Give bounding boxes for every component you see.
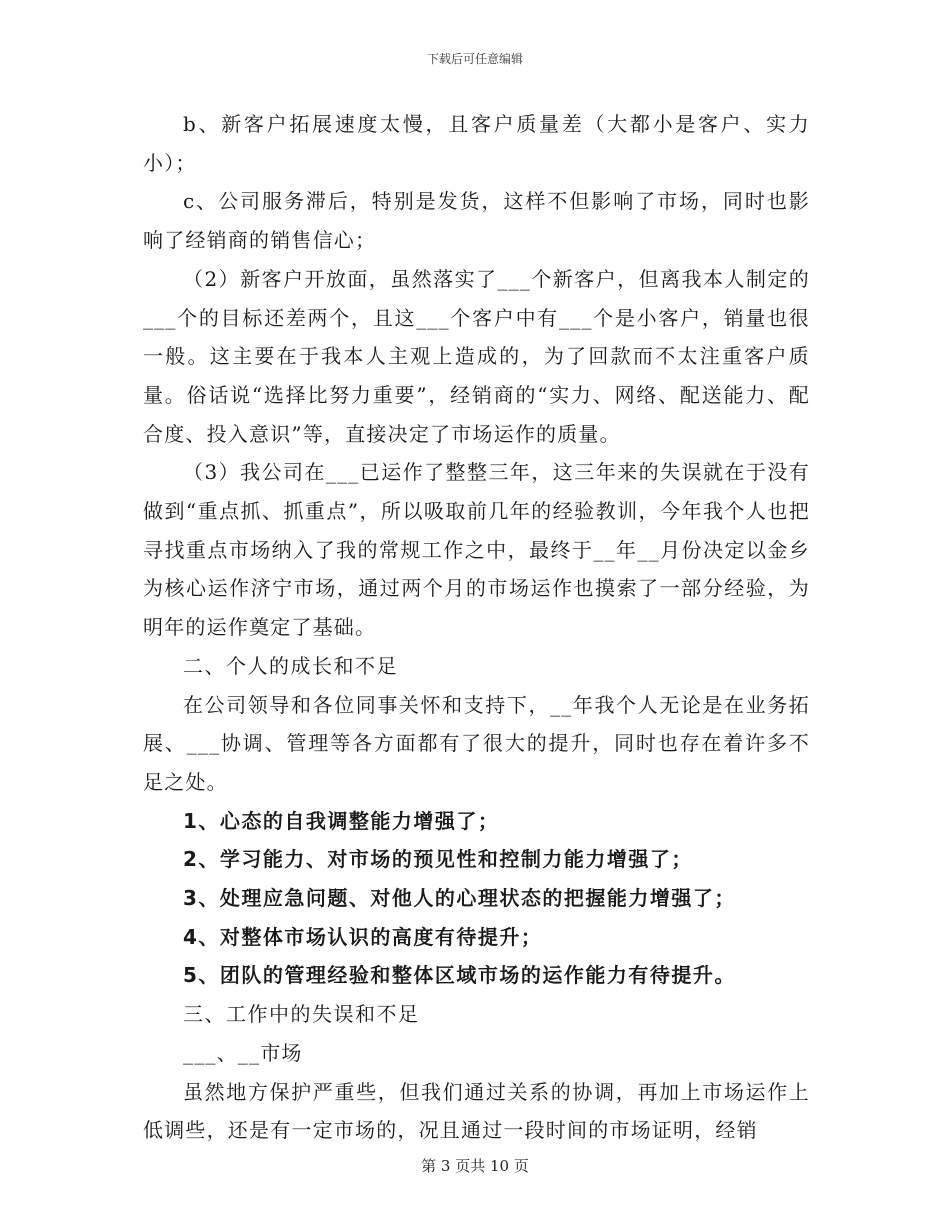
list-item-2: 2、学习能力、对市场的预见性和控制力能力增强了； — [183, 847, 693, 872]
list-item-1: 1、心态的自我调整能力增强了； — [183, 808, 500, 833]
paragraph-market: ___、__市场 — [183, 1040, 303, 1065]
page-footer: 第 3 页共 10 页 — [421, 1157, 529, 1175]
paragraph-three-years: （3）我公司在___已运作了整整三年，这三年来的失误就在于没有做到“重点抓、抓重点”，所以吸取前几年的经验教训，今年我个人也把寻找重点市场纳入了我的常规工作之中，最终于__年__月份决定以金乡为核心运作济宁市场，通过两个月的市场运作也摸索了一部分经验，为明年的运作奠定了基础。 — [143, 460, 810, 640]
section-heading-growth: 二、个人的成长和不足 — [183, 653, 398, 678]
list-item-4: 4、对整体市场认识的高度有待提升； — [183, 924, 543, 949]
section-heading-mistakes: 三、工作中的失误和不足 — [183, 1002, 420, 1027]
paragraph-b: b、新客户拓展速度太慢，且客户质量差（大都小是客户、实力小）； — [143, 112, 810, 175]
list-item-5: 5、团队的管理经验和整体区域市场的运作能力有待提升。 — [183, 963, 736, 988]
paragraph-c: c、公司服务滞后，特别是发货，这样不但影响了市场，同时也影响了经销商的销售信心； — [143, 189, 810, 253]
document-body — [143, 105, 810, 1150]
paragraph-local-protection: 虽然地方保护严重些，但我们通过关系的协调，再加上市场运作上低调些，还是有一定市场的，况且通过一段时间的市场证明，经销 — [143, 1079, 810, 1143]
list-item-3: 3、处理应急问题、对他人的心理状态的把握能力增强了； — [183, 886, 736, 911]
page-header: 下载后可任意编辑 — [426, 52, 523, 66]
paragraph-new-clients: （2）新客户开放面，虽然落实了___个新客户，但离我本人制定的___个的目标还差两个，且这___个客户中有___个是小客户，销量也很一般。这主要在于我本人主观上造成的，为了回款而不太注重客户质量。俗话说“选择比努力重要”，经销商的“实力、网络、配送能力、配合度、投入意识”等，直接决定了市场运作的质量。 — [143, 266, 810, 446]
paragraph-growth-intro: 在公司领导和各位同事关怀和支持下，__年我个人无论是在业务拓展、___协调、管理等各方面都有了很大的提升，同时也存在着许多不足之处。 — [143, 692, 810, 794]
